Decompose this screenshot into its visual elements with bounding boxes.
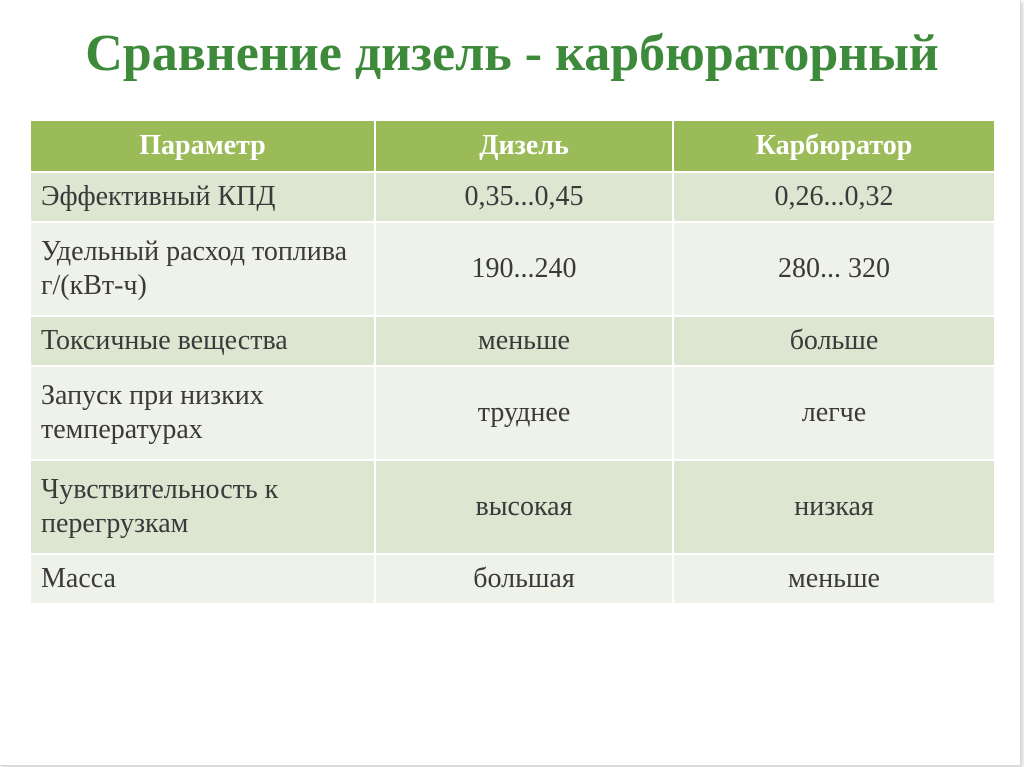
param-cell: Токсичные вещества: [31, 316, 375, 366]
table-row: [31, 316, 994, 366]
slide-title: Сравнение дизель - карбюраторный: [85, 25, 939, 82]
table-row: [31, 366, 994, 460]
carburetor-cell: легче: [673, 366, 994, 460]
diesel-cell: большая: [375, 554, 673, 604]
carburetor-cell: больше: [673, 316, 994, 366]
param-cell: Удельный расход топлива г/(кВт-ч): [31, 222, 375, 316]
carburetor-cell: 0,26...0,32: [673, 172, 994, 222]
header-diesel: Дизель: [375, 121, 673, 172]
table-row: [31, 222, 994, 316]
table-row: [31, 554, 994, 604]
carburetor-cell: 280... 320: [673, 222, 994, 316]
param-cell: Эффективный КПД: [31, 172, 375, 222]
diesel-cell: труднее: [375, 366, 673, 460]
table-row: [31, 172, 994, 222]
carburetor-cell: низкая: [673, 460, 994, 554]
param-cell: Масса: [31, 554, 375, 604]
param-cell: Чувствительность к перегрузкам: [31, 460, 375, 554]
table-header-row: [31, 121, 994, 172]
comparison-table: [31, 121, 994, 605]
header-parameter: Параметр: [31, 121, 375, 172]
param-cell: Запуск при низких температурах: [31, 366, 375, 460]
table-row: [31, 460, 994, 554]
diesel-cell: 0,35...0,45: [375, 172, 673, 222]
header-carburetor: Карбюратор: [673, 121, 994, 172]
carburetor-cell: меньше: [673, 554, 994, 604]
diesel-cell: меньше: [375, 316, 673, 366]
diesel-cell: 190...240: [375, 222, 673, 316]
diesel-cell: высокая: [375, 460, 673, 554]
